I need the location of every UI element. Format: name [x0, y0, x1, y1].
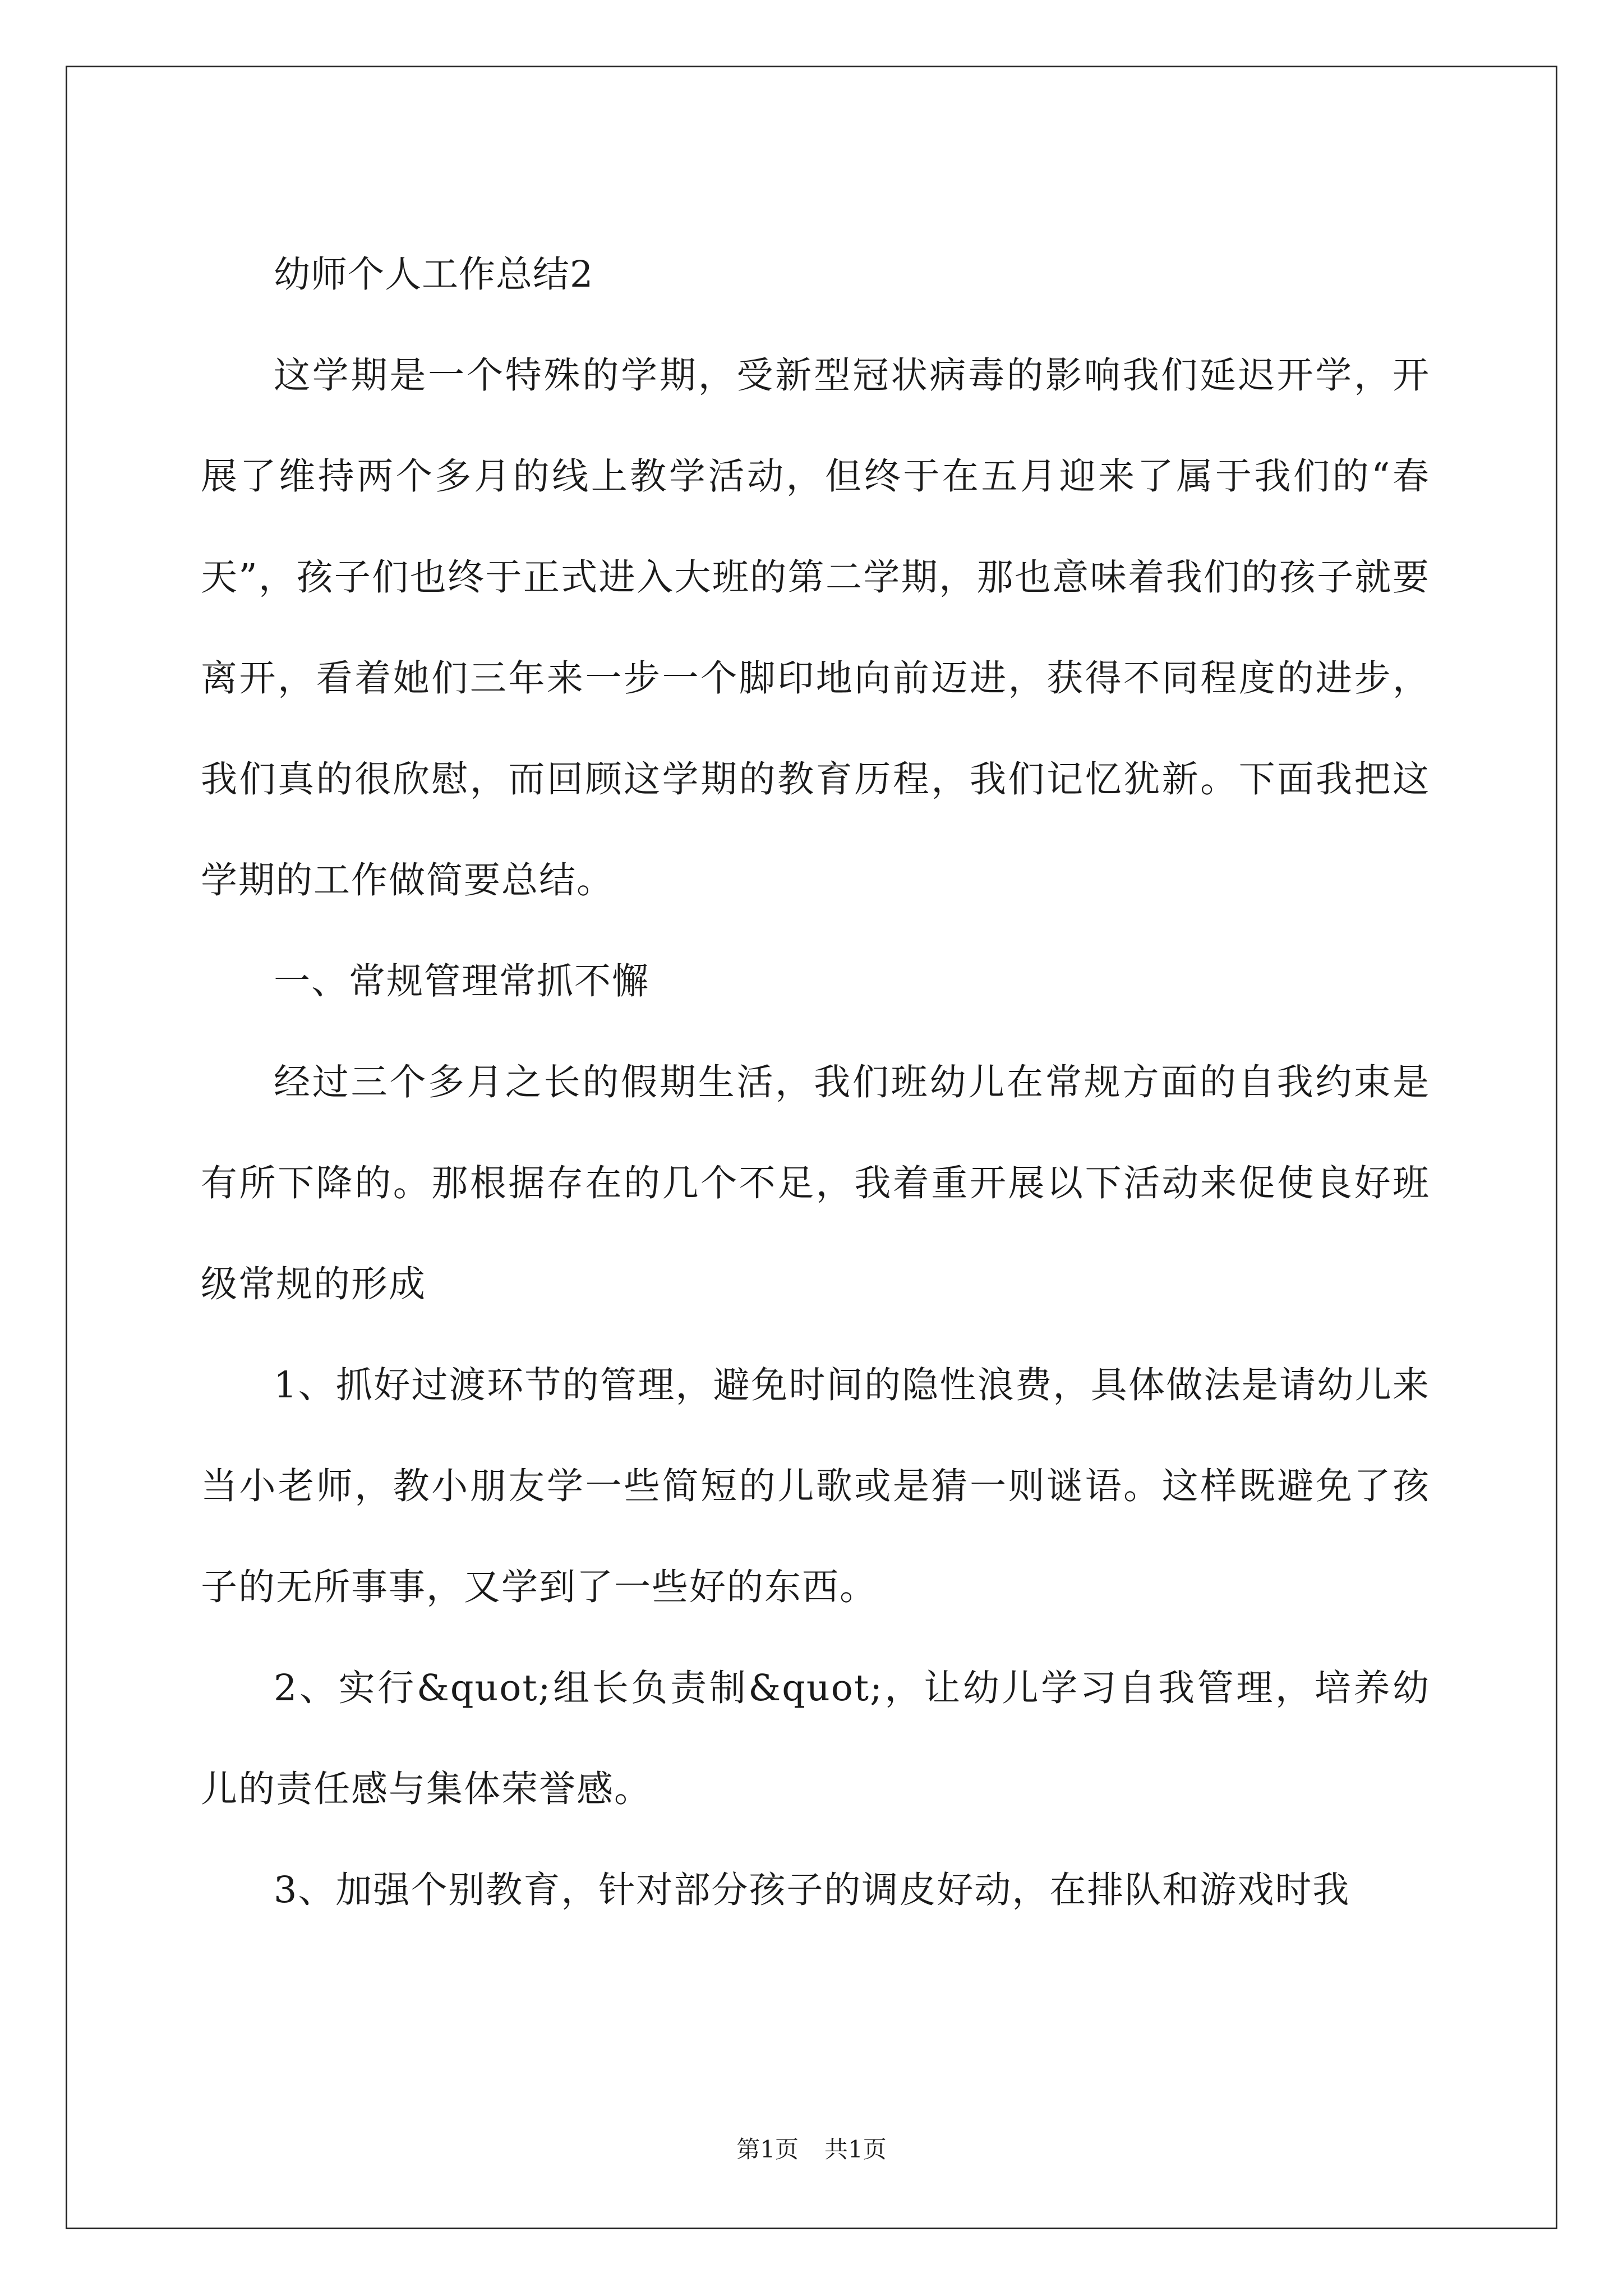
- list-item-1: 1、抓好过渡环节的管理，避免时间的隐性浪费，具体做法是请幼儿来当小老师，教小朋友学一些简短的儿歌或是猜一则谜语。这样既避免了孩子的无所事事，又学到了一些好的东西。: [201, 1364, 1430, 1608]
- document-body: [201, 224, 1430, 1941]
- page-footer: [0, 2133, 1623, 2166]
- section-heading: 一、常规管理常抓不懈: [274, 960, 650, 1002]
- list-item-3: 3、加强个别教育，针对部分孩子的调皮好动，在排队和游戏时我: [274, 1869, 1350, 1911]
- list-item-2: 2、实行&quot;组长负责制&quot;，让幼儿学习自我管理，培养幼儿的责任感与集体荣誉感。: [201, 1667, 1430, 1810]
- document-title: 幼师个人工作总结2: [274, 254, 594, 296]
- paragraph-routine: 经过三个多月之长的假期生活，我们班幼儿在常规方面的自我约束是有所下降的。那根据存在的几个不足，我着重开展以下活动来促使良好班级常规的形成: [201, 1061, 1430, 1305]
- paragraph-intro: 这学期是一个特殊的学期，受新型冠状病毒的影响我们延迟开学，开展了维持两个多月的线上教学活动，但终于在五月迎来了属于我们的“春天”，孩子们也终于正式进入大班的第二学期，那也意味着我们的孩子就要离开，看着她们三年来一步一个脚印地向前迈进，获得不同程度的进步，我们真的很欣慰，而回顾这学期的教育历程，我们记忆犹新。下面我把这学期的工作做简要总结。: [201, 355, 1430, 901]
- page-number: 第1页: [736, 2136, 799, 2163]
- page-total: 共1页: [824, 2136, 887, 2163]
